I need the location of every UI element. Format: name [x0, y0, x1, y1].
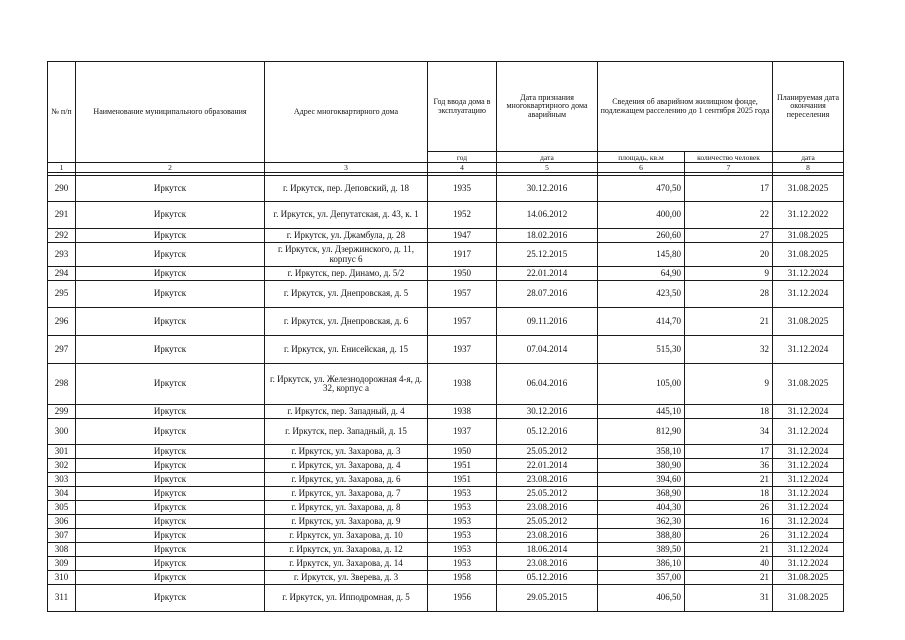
- cell-date: 29.05.2015: [497, 585, 598, 612]
- cell-area: 362,30: [598, 515, 685, 529]
- table-row: [48, 405, 844, 419]
- cell-date: 22.01.2014: [497, 459, 598, 473]
- cell-people: 9: [685, 364, 773, 405]
- column-number: 8: [773, 163, 844, 173]
- cell-end-date: 31.12.2024: [773, 473, 844, 487]
- cell-number: 307: [48, 529, 76, 543]
- cell-people: 17: [685, 176, 773, 202]
- cell-number: 290: [48, 176, 76, 202]
- cell-date: 25.05.2012: [497, 487, 598, 501]
- cell-municipality: Иркутск: [76, 459, 265, 473]
- cell-address: г. Иркутск, ул. Джамбула, д. 28: [265, 229, 428, 243]
- cell-year: 1958: [428, 571, 497, 585]
- cell-area: 515,30: [598, 336, 685, 364]
- cell-address: г. Иркутск, ул. Енисейская, д. 15: [265, 336, 428, 364]
- cell-year: 1950: [428, 267, 497, 281]
- cell-end-date: 31.08.2025: [773, 364, 844, 405]
- cell-address: г. Иркутск, ул. Захарова, д. 6: [265, 473, 428, 487]
- cell-end-date: 31.12.2024: [773, 281, 844, 308]
- subheader-people: количество человек: [685, 152, 773, 163]
- cell-date: 23.08.2016: [497, 501, 598, 515]
- cell-municipality: Иркутск: [76, 176, 265, 202]
- housing-table-container: [47, 61, 844, 612]
- cell-end-date: 31.12.2024: [773, 543, 844, 557]
- subheader-year: год: [428, 152, 497, 163]
- cell-number: 309: [48, 557, 76, 571]
- cell-municipality: Иркутск: [76, 557, 265, 571]
- header-municipality: Наименование муниципального образования: [76, 62, 265, 163]
- cell-year: 1937: [428, 419, 497, 445]
- cell-date: 25.05.2012: [497, 445, 598, 459]
- cell-date: 30.12.2016: [497, 405, 598, 419]
- cell-number: 295: [48, 281, 76, 308]
- table-row: [48, 529, 844, 543]
- table-row: [48, 229, 844, 243]
- cell-people: 21: [685, 473, 773, 487]
- cell-date: 14.06.2012: [497, 202, 598, 229]
- cell-year: 1952: [428, 202, 497, 229]
- cell-date: 06.04.2016: [497, 364, 598, 405]
- cell-municipality: Иркутск: [76, 419, 265, 445]
- cell-date: 05.12.2016: [497, 571, 598, 585]
- cell-year: 1951: [428, 473, 497, 487]
- cell-date: 23.08.2016: [497, 473, 598, 487]
- cell-area: 423,50: [598, 281, 685, 308]
- table-row: [48, 364, 844, 405]
- cell-area: 414,70: [598, 308, 685, 336]
- header-year-built: Год ввода дома в эксплуатацию: [428, 62, 497, 152]
- cell-area: 368,90: [598, 487, 685, 501]
- cell-address: г. Иркутск, ул. Захарова, д. 8: [265, 501, 428, 515]
- column-number: 2: [76, 163, 265, 173]
- column-number: 7: [685, 163, 773, 173]
- cell-date: 07.04.2014: [497, 336, 598, 364]
- cell-year: 1957: [428, 308, 497, 336]
- column-number: 6: [598, 163, 685, 173]
- cell-people: 21: [685, 571, 773, 585]
- cell-end-date: 31.12.2024: [773, 529, 844, 543]
- cell-address: г. Иркутск, пер. Динамо, д. 5/2: [265, 267, 428, 281]
- cell-address: г. Иркутск, ул. Железнодорожная 4-я, д. 32, корпус а: [265, 364, 428, 405]
- cell-area: 389,50: [598, 543, 685, 557]
- cell-municipality: Иркутск: [76, 281, 265, 308]
- column-number: 3: [265, 163, 428, 173]
- cell-number: 304: [48, 487, 76, 501]
- table-row: [48, 543, 844, 557]
- cell-people: 17: [685, 445, 773, 459]
- table-row: [48, 308, 844, 336]
- cell-area: 470,50: [598, 176, 685, 202]
- cell-people: 16: [685, 515, 773, 529]
- cell-date: 05.12.2016: [497, 419, 598, 445]
- cell-municipality: Иркутск: [76, 445, 265, 459]
- cell-year: 1938: [428, 364, 497, 405]
- cell-people: 36: [685, 459, 773, 473]
- table-row: [48, 176, 844, 202]
- cell-people: 18: [685, 405, 773, 419]
- cell-date: 18.02.2016: [497, 229, 598, 243]
- cell-year: 1950: [428, 445, 497, 459]
- cell-end-date: 31.12.2024: [773, 405, 844, 419]
- cell-area: 394,60: [598, 473, 685, 487]
- header-fund-info: Сведения об аварийном жилищном фонде, подлежащем расселению до 1 сентября 2025 года: [598, 62, 773, 152]
- table-row: [48, 445, 844, 459]
- cell-area: 105,00: [598, 364, 685, 405]
- cell-date: 25.05.2012: [497, 515, 598, 529]
- cell-people: 22: [685, 202, 773, 229]
- cell-address: г. Иркутск, ул. Захарова, д. 14: [265, 557, 428, 571]
- cell-area: 406,50: [598, 585, 685, 612]
- cell-number: 297: [48, 336, 76, 364]
- cell-end-date: 31.12.2024: [773, 267, 844, 281]
- column-number: 5: [497, 163, 598, 173]
- table-row: [48, 267, 844, 281]
- cell-municipality: Иркутск: [76, 487, 265, 501]
- cell-year: 1956: [428, 585, 497, 612]
- table-row: [48, 585, 844, 612]
- cell-number: 305: [48, 501, 76, 515]
- table-row: [48, 281, 844, 308]
- cell-number: 294: [48, 267, 76, 281]
- header-row: [48, 62, 844, 152]
- column-number-row: [48, 163, 844, 173]
- cell-year: 1953: [428, 515, 497, 529]
- cell-end-date: 31.08.2025: [773, 229, 844, 243]
- cell-address: г. Иркутск, ул. Захарова, д. 7: [265, 487, 428, 501]
- cell-address: г. Иркутск, ул. Ипподромная, д. 5: [265, 585, 428, 612]
- cell-people: 9: [685, 267, 773, 281]
- cell-area: 357,00: [598, 571, 685, 585]
- cell-number: 303: [48, 473, 76, 487]
- emergency-housing-table: [47, 61, 844, 612]
- cell-municipality: Иркутск: [76, 571, 265, 585]
- cell-municipality: Иркутск: [76, 229, 265, 243]
- cell-number: 308: [48, 543, 76, 557]
- cell-municipality: Иркутск: [76, 473, 265, 487]
- cell-municipality: Иркутск: [76, 308, 265, 336]
- cell-date: 23.08.2016: [497, 529, 598, 543]
- cell-year: 1938: [428, 405, 497, 419]
- cell-address: г. Иркутск, ул. Захарова, д. 3: [265, 445, 428, 459]
- header-num: № п/п: [48, 62, 76, 163]
- cell-date: 25.12.2015: [497, 243, 598, 267]
- cell-year: 1953: [428, 543, 497, 557]
- cell-year: 1953: [428, 501, 497, 515]
- cell-address: г. Иркутск, ул. Депутатская, д. 43, к. 1: [265, 202, 428, 229]
- cell-municipality: Иркутск: [76, 543, 265, 557]
- cell-municipality: Иркутск: [76, 405, 265, 419]
- subheader-end-date: дата: [773, 152, 844, 163]
- cell-address: г. Иркутск, пер. Западный, д. 4: [265, 405, 428, 419]
- table-row: [48, 459, 844, 473]
- cell-end-date: 31.08.2025: [773, 243, 844, 267]
- cell-end-date: 31.12.2024: [773, 557, 844, 571]
- cell-end-date: 31.08.2025: [773, 308, 844, 336]
- cell-end-date: 31.08.2025: [773, 571, 844, 585]
- cell-number: 296: [48, 308, 76, 336]
- cell-area: 64,90: [598, 267, 685, 281]
- cell-year: 1947: [428, 229, 497, 243]
- cell-people: 26: [685, 529, 773, 543]
- column-number: 4: [428, 163, 497, 173]
- cell-number: 302: [48, 459, 76, 473]
- cell-year: 1951: [428, 459, 497, 473]
- cell-year: 1935: [428, 176, 497, 202]
- cell-address: г. Иркутск, ул. Захарова, д. 12: [265, 543, 428, 557]
- cell-number: 301: [48, 445, 76, 459]
- cell-date: 09.11.2016: [497, 308, 598, 336]
- cell-area: 380,90: [598, 459, 685, 473]
- cell-people: 21: [685, 543, 773, 557]
- cell-end-date: 31.12.2024: [773, 459, 844, 473]
- cell-people: 20: [685, 243, 773, 267]
- table-row: [48, 571, 844, 585]
- cell-municipality: Иркутск: [76, 585, 265, 612]
- cell-end-date: 31.12.2024: [773, 445, 844, 459]
- cell-municipality: Иркутск: [76, 202, 265, 229]
- cell-end-date: 31.12.2024: [773, 419, 844, 445]
- subheader-area: площадь, кв.м: [598, 152, 685, 163]
- cell-area: 358,10: [598, 445, 685, 459]
- cell-area: 145,80: [598, 243, 685, 267]
- cell-people: 34: [685, 419, 773, 445]
- cell-address: г. Иркутск, ул. Захарова, д. 4: [265, 459, 428, 473]
- cell-people: 26: [685, 501, 773, 515]
- cell-address: г. Иркутск, ул. Дзержинского, д. 11, корпус 6: [265, 243, 428, 267]
- cell-municipality: Иркутск: [76, 243, 265, 267]
- cell-date: 23.08.2016: [497, 557, 598, 571]
- cell-date: 28.07.2016: [497, 281, 598, 308]
- column-number: 1: [48, 163, 76, 173]
- cell-year: 1953: [428, 487, 497, 501]
- cell-address: г. Иркутск, ул. Днепровская, д. 5: [265, 281, 428, 308]
- cell-municipality: Иркутск: [76, 501, 265, 515]
- cell-end-date: 31.12.2024: [773, 487, 844, 501]
- header-date-emergency: Дата признания многоквартирного дома аварийным: [497, 62, 598, 152]
- cell-people: 40: [685, 557, 773, 571]
- cell-municipality: Иркутск: [76, 529, 265, 543]
- header-planned-end: Планируемая дата окончания переселения: [773, 62, 844, 152]
- cell-area: 400,00: [598, 202, 685, 229]
- cell-people: 31: [685, 585, 773, 612]
- table-row: [48, 419, 844, 445]
- cell-municipality: Иркутск: [76, 267, 265, 281]
- cell-year: 1953: [428, 557, 497, 571]
- cell-date: 30.12.2016: [497, 176, 598, 202]
- cell-address: г. Иркутск, ул. Днепровская, д. 6: [265, 308, 428, 336]
- cell-number: 311: [48, 585, 76, 612]
- cell-number: 292: [48, 229, 76, 243]
- table-row: [48, 501, 844, 515]
- table-row: [48, 515, 844, 529]
- cell-area: 386,10: [598, 557, 685, 571]
- cell-area: 260,60: [598, 229, 685, 243]
- cell-end-date: 31.12.2024: [773, 336, 844, 364]
- cell-year: 1953: [428, 529, 497, 543]
- cell-end-date: 31.08.2025: [773, 585, 844, 612]
- cell-area: 445,10: [598, 405, 685, 419]
- table-row: [48, 557, 844, 571]
- cell-number: 310: [48, 571, 76, 585]
- cell-address: г. Иркутск, ул. Захарова, д. 10: [265, 529, 428, 543]
- cell-area: 812,90: [598, 419, 685, 445]
- cell-address: г. Иркутск, пер. Западный, д. 15: [265, 419, 428, 445]
- subheader-date: дата: [497, 152, 598, 163]
- table-row: [48, 487, 844, 501]
- table-row: [48, 243, 844, 267]
- table-row: [48, 473, 844, 487]
- cell-date: 18.06.2014: [497, 543, 598, 557]
- cell-area: 388,80: [598, 529, 685, 543]
- cell-number: 291: [48, 202, 76, 229]
- cell-people: 28: [685, 281, 773, 308]
- cell-end-date: 31.12.2024: [773, 515, 844, 529]
- cell-address: г. Иркутск, ул. Захарова, д. 9: [265, 515, 428, 529]
- cell-people: 27: [685, 229, 773, 243]
- cell-number: 306: [48, 515, 76, 529]
- cell-people: 32: [685, 336, 773, 364]
- cell-people: 21: [685, 308, 773, 336]
- cell-year: 1957: [428, 281, 497, 308]
- cell-year: 1917: [428, 243, 497, 267]
- table-row: [48, 202, 844, 229]
- cell-end-date: 31.12.2024: [773, 501, 844, 515]
- cell-number: 293: [48, 243, 76, 267]
- cell-end-date: 31.08.2025: [773, 176, 844, 202]
- cell-end-date: 31.12.2022: [773, 202, 844, 229]
- cell-number: 298: [48, 364, 76, 405]
- cell-municipality: Иркутск: [76, 515, 265, 529]
- cell-number: 299: [48, 405, 76, 419]
- cell-number: 300: [48, 419, 76, 445]
- cell-municipality: Иркутск: [76, 336, 265, 364]
- cell-area: 404,30: [598, 501, 685, 515]
- header-address: Адрес многоквартирного дома: [265, 62, 428, 163]
- table-row: [48, 336, 844, 364]
- cell-people: 18: [685, 487, 773, 501]
- cell-address: г. Иркутск, пер. Деповский, д. 18: [265, 176, 428, 202]
- cell-municipality: Иркутск: [76, 364, 265, 405]
- cell-address: г. Иркутск, ул. Зверева, д. 3: [265, 571, 428, 585]
- cell-date: 22.01.2014: [497, 267, 598, 281]
- cell-year: 1937: [428, 336, 497, 364]
